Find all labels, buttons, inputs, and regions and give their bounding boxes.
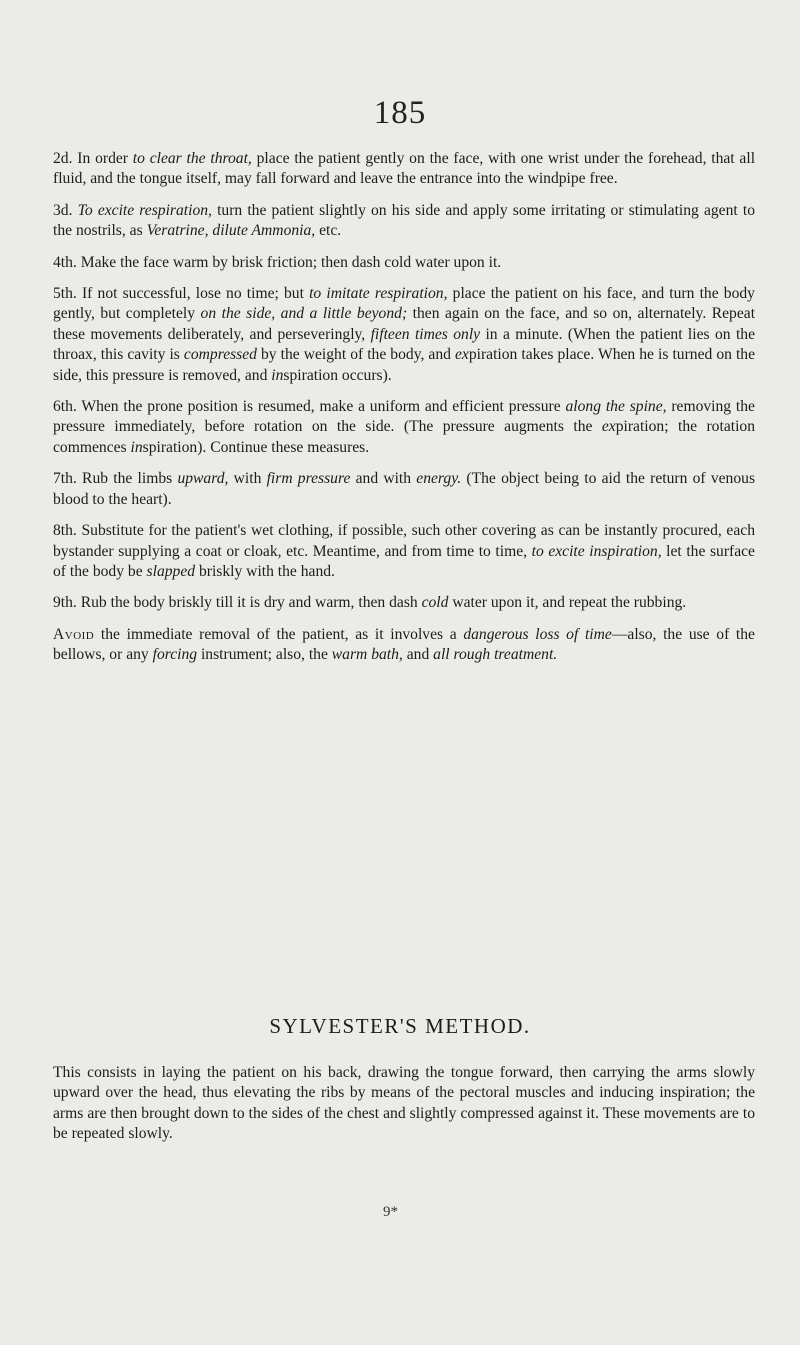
instruction-paragraph: 9th. Rub the body briskly till it is dry and warm, then dash cold water upon it, and repeat the rubbing.: [53, 594, 687, 612]
section-heading: SYLVESTER'S METHOD.: [269, 1014, 531, 1038]
emphasis-text: ex: [601, 418, 616, 436]
instruction-paragraph: 2d. In order to clear the throat, place the patient gently on the face, with one wrist under the forehead, that all fluid, and the tongue itself, may fall forward and leave the entrance into the windpipe free.: [53, 150, 756, 188]
caution-paragraph: Avoid the immediate removal of the patient, as it involves a dangerous loss of time—also, the use of the bellows, or any forcing instrument; also, the warm bath, and all rough treatment.: [53, 625, 755, 664]
emphasis-text: Veratrine, dilute Ammonia,: [146, 222, 316, 240]
emphasis-text: in: [271, 366, 284, 384]
small-caps-text: Avoid: [53, 625, 95, 643]
emphasis-text: energy.: [416, 470, 462, 488]
instruction-paragraph: 5th. If not successful, lose no time; but to imitate respiration, place the patient on his face, and turn the body gently, but completely on the side, and a little beyond; then again on the face, and so on, alternately. Repeat these movements deliberately, and perseveringly, fifteen times only in a minute. (When the patient lies on the throax, this cavity is compressed by the weight of the body, and expiration takes place. When he is turned on the side, this pressure is removed, and inspiration occurs).: [53, 285, 756, 384]
emphasis-text: to clear the throat,: [132, 150, 252, 167]
instruction-paragraph: 3d. To excite respiration, turn the patient slightly on his side and apply some irritating or stimulating agent to the nostrils, as Veratrine, dilute Ammonia, etc.: [53, 201, 755, 240]
emphasis-text: ex: [454, 346, 469, 364]
instruction-paragraph: 7th. Rub the limbs upward, with firm pressure and with energy. (The object being to aid the return of venous blood to the heart).: [53, 470, 756, 508]
emphasis-text: fifteen times only: [370, 325, 481, 343]
emphasis-text: forcing: [152, 646, 198, 664]
emphasis-text: warm bath,: [331, 646, 403, 664]
emphasis-text: compressed: [183, 346, 257, 364]
emphasis-text: upward,: [177, 470, 229, 488]
instruction-paragraph: 4th. Make the face warm by brisk friction; then dash cold water upon it.: [53, 253, 502, 271]
resuscitation-instructions: [53, 149, 755, 677]
emphasis-text: dangerous loss of time: [463, 625, 612, 643]
instruction-paragraph: 6th. When the prone position is resumed, make a uniform and efficient pressure along the spine, removing the pressure immediately, before rotation on the side. (The pressure augments the expiration; the rotation commences inspiration). Continue these measures.: [53, 398, 755, 456]
emphasis-text: to imitate respiration,: [309, 285, 448, 303]
emphasis-text: to excite inspiration,: [531, 542, 662, 560]
emphasis-text: along the spine,: [565, 398, 667, 416]
page-number: 185: [373, 95, 427, 131]
emphasis-text: cold: [421, 594, 449, 612]
emphasis-text: on the side, and a little beyond;: [200, 305, 408, 323]
emphasis-text: firm pressure: [266, 470, 351, 488]
method-paragraph: This consists in laying the patient on his back, drawing the tongue forward, then carrying the arms slowly upward over the head, thus elevating the ribs by means of the pectoral muscles and inducing inspiration; the arms are then brought down to the sides of the chest and slightly compressed against it. These movements are to be repeated slowly.: [53, 1064, 755, 1143]
instruction-paragraph: 8th. Substitute for the patient's wet clothing, if possible, such other covering as can be instantly procured, each bystander supplying a coat or cloak, etc. Meantime, and from time to time, to excite inspiration, let the surface of the body be slapped briskly with the hand.: [53, 522, 755, 580]
emphasis-text: in: [130, 438, 143, 456]
signature-mark: 9*: [383, 1204, 398, 1220]
emphasis-text: To excite respiration,: [77, 201, 212, 219]
emphasis-text: all rough treatment.: [433, 646, 558, 664]
emphasis-text: slapped: [146, 562, 196, 580]
